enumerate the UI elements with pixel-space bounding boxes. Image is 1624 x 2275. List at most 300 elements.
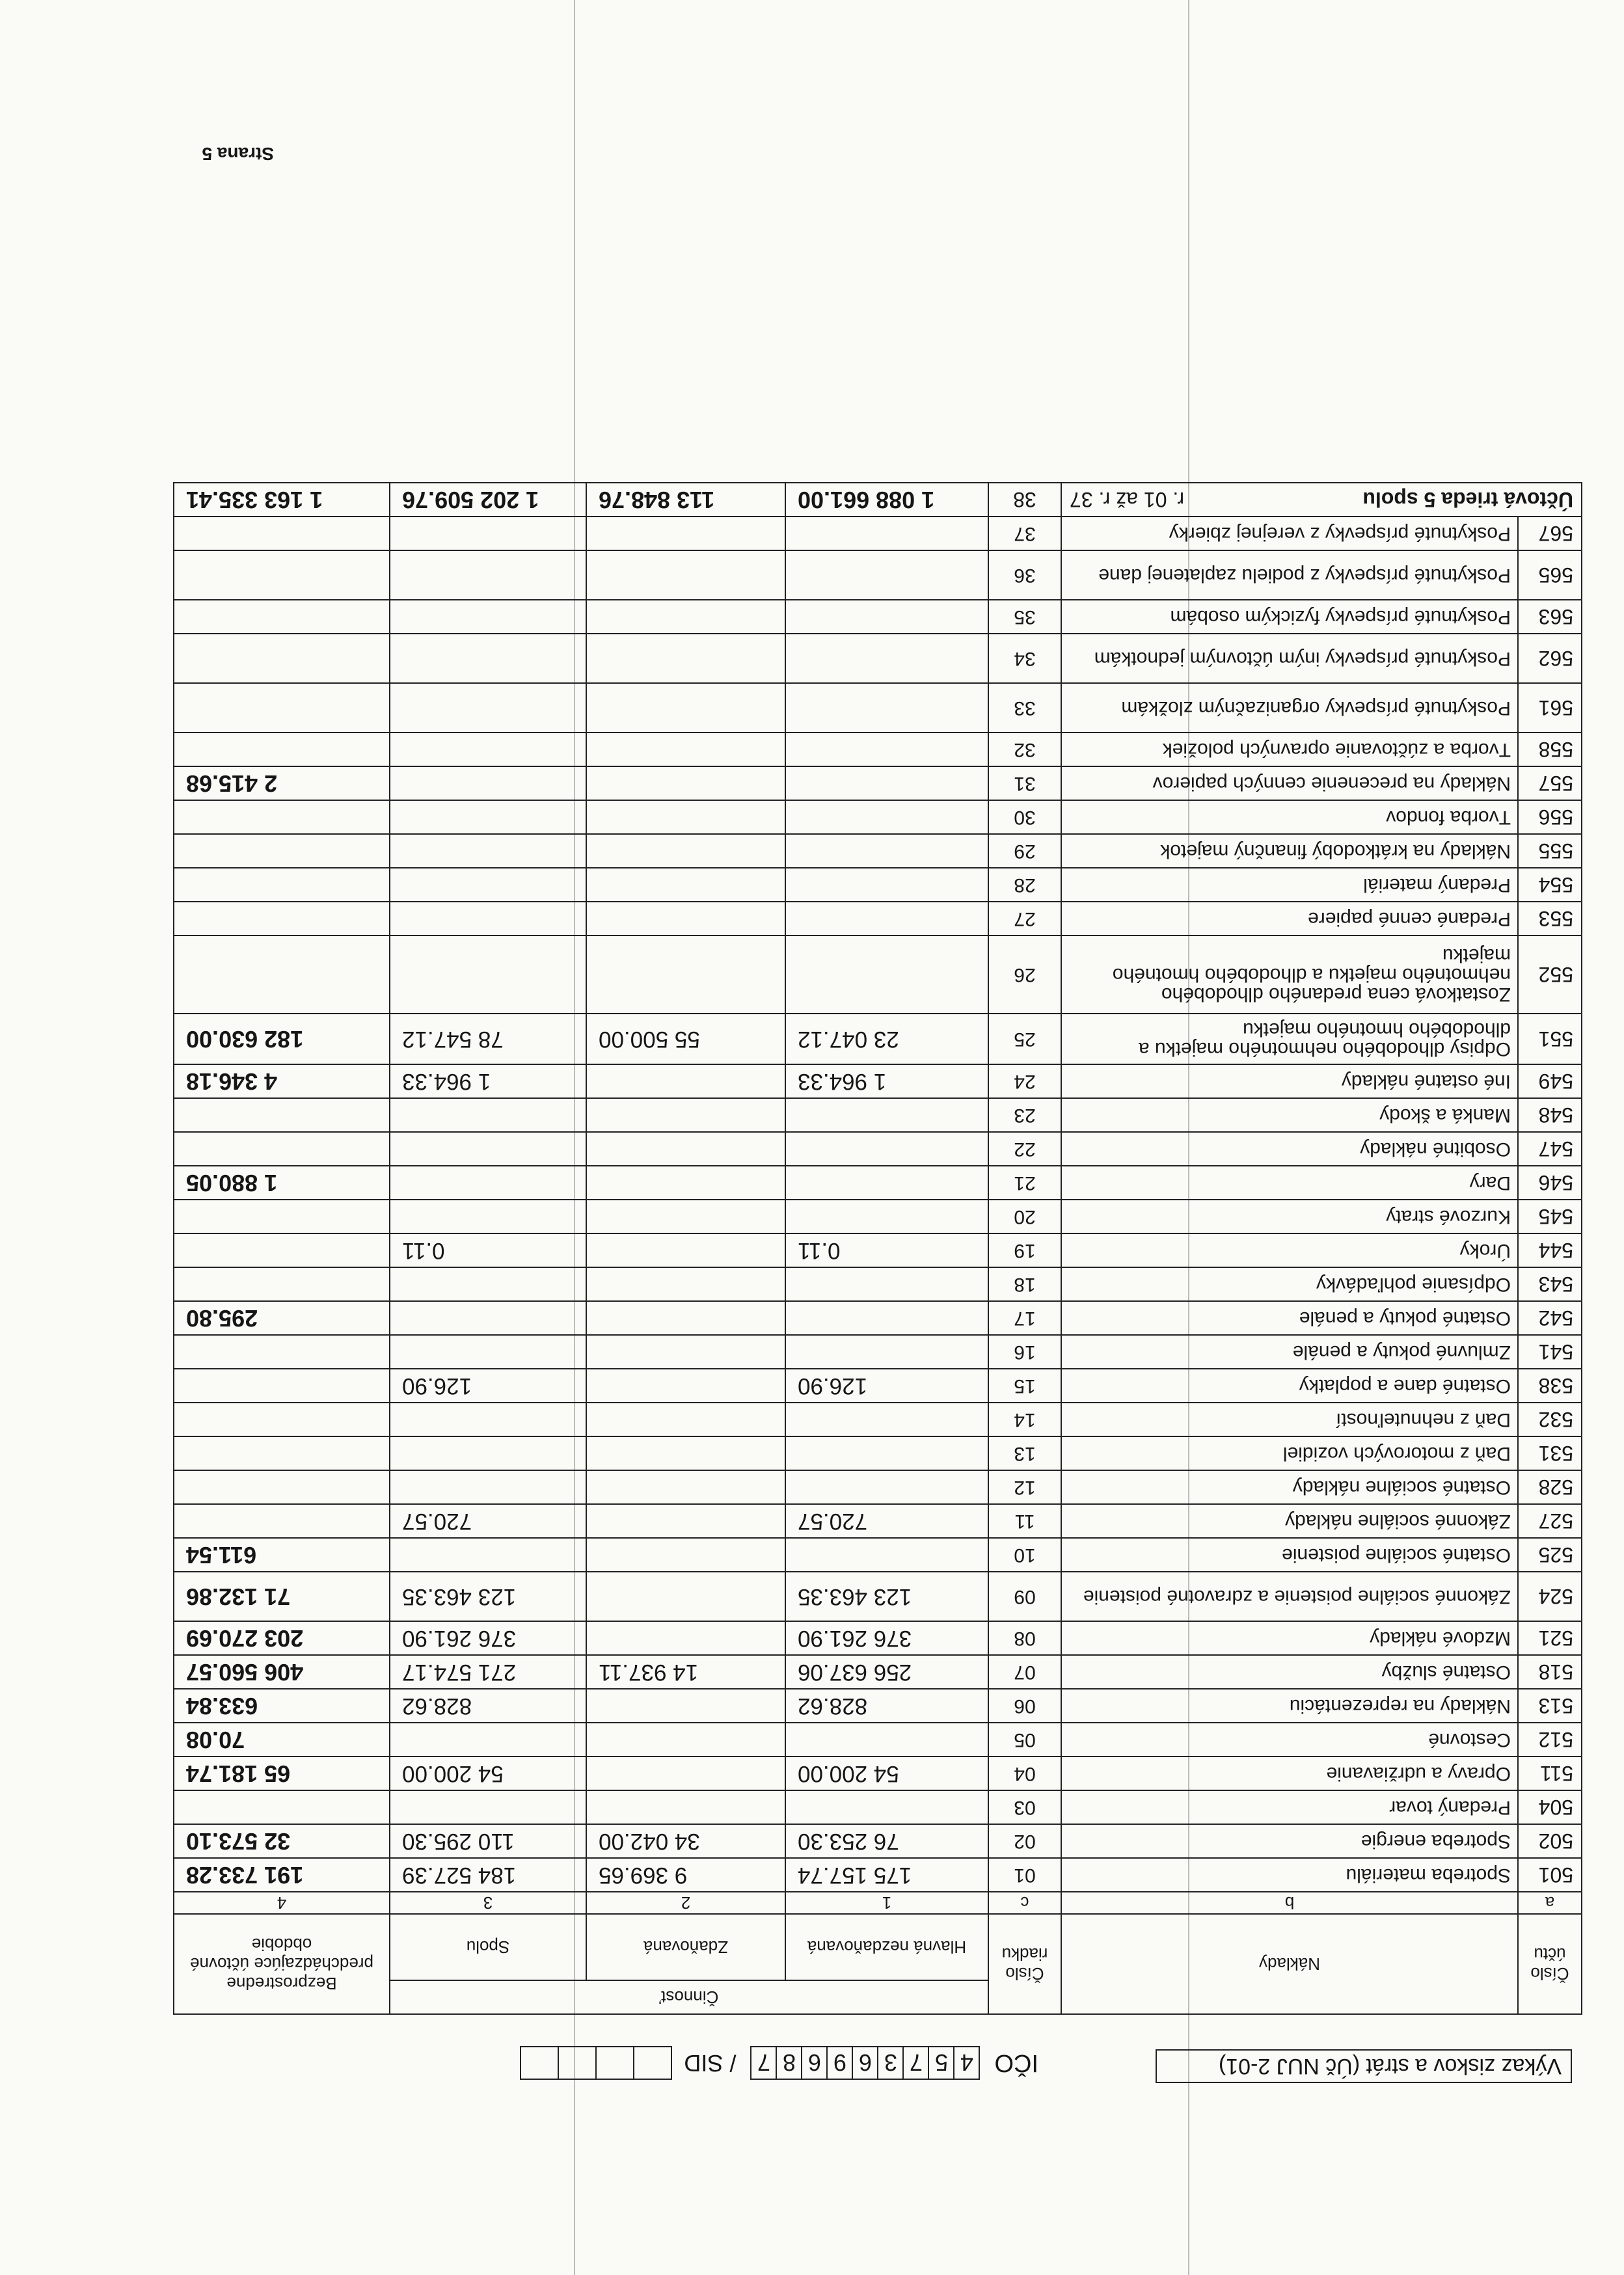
table-row — [174, 1757, 1582, 1790]
main-activity-value — [785, 1723, 988, 1757]
prior-period-value — [174, 902, 390, 936]
activity-total-value: 123 463.35 — [390, 1572, 586, 1621]
activity-total-value — [390, 1267, 586, 1301]
prior-period-value — [174, 1369, 390, 1403]
table-row — [174, 550, 1582, 600]
cost-name: Osobitné náklady — [1061, 1132, 1518, 1166]
ico-digit: 3 — [877, 2046, 904, 2080]
activity-total-value: 110 295.30 — [390, 1824, 586, 1858]
taxed-activity-value — [586, 1369, 785, 1403]
row-number: 07 — [988, 1655, 1061, 1689]
taxed-activity-value — [586, 1233, 785, 1267]
cost-name: Ostatné pokuty a penále — [1061, 1301, 1518, 1335]
prior-period-value: 182 630.00 — [174, 1014, 390, 1064]
main-activity-value: 23 047.12 — [785, 1014, 988, 1064]
main-activity-value — [785, 868, 988, 902]
prior-period-value: 295.80 — [174, 1301, 390, 1335]
taxed-activity-value — [586, 634, 785, 683]
taxed-activity-value — [586, 1470, 785, 1504]
row-number: 24 — [988, 1064, 1061, 1098]
sub-label-a: a — [1518, 1892, 1582, 1914]
activity-total-value — [390, 1132, 586, 1166]
activity-total-value: 271 574.17 — [390, 1655, 586, 1689]
account-number: 525 — [1518, 1538, 1582, 1572]
prior-period-value — [174, 733, 390, 766]
row-number: 11 — [988, 1504, 1061, 1538]
table-row — [174, 1403, 1582, 1436]
taxed-activity-value — [586, 1335, 785, 1369]
account-number: 527 — [1518, 1504, 1582, 1538]
activity-total-value — [390, 550, 586, 600]
account-number: 565 — [1518, 550, 1582, 600]
taxed-activity-value — [586, 1723, 785, 1757]
activity-total-value — [390, 733, 586, 766]
main-activity-value — [785, 634, 988, 683]
prior-period-value: 4 346.18 — [174, 1064, 390, 1098]
costs-table — [173, 482, 1582, 2015]
cost-name: Poskytnuté príspevky z verejnej zbierky — [1061, 517, 1518, 550]
total-row-main: 1 088 661.00 — [785, 483, 988, 517]
main-activity-value — [785, 550, 988, 600]
activity-total-value — [390, 868, 586, 902]
table-row — [174, 1655, 1582, 1689]
sid-label: / SID — [684, 2050, 737, 2077]
account-number: 546 — [1518, 1166, 1582, 1200]
account-number: 555 — [1518, 834, 1582, 868]
activity-total-value — [390, 902, 586, 936]
row-number: 01 — [988, 1858, 1061, 1892]
ico-digit: 6 — [801, 2046, 828, 2080]
activity-total-value: 828.62 — [390, 1689, 586, 1723]
account-number: 551 — [1518, 1014, 1582, 1064]
table-row — [174, 1301, 1582, 1335]
activity-total-value: 720.57 — [390, 1504, 586, 1538]
activity-total-value: 376 261.90 — [390, 1621, 586, 1655]
account-number: 554 — [1518, 868, 1582, 902]
account-number: 556 — [1518, 800, 1582, 834]
cost-name: Ostatné sociálne poistenie — [1061, 1538, 1518, 1572]
main-activity-value — [785, 1470, 988, 1504]
prior-period-value: 203 270.69 — [174, 1621, 390, 1655]
col-activity-header: Činnosť — [390, 1980, 988, 2014]
sub-label-3: 3 — [390, 1892, 586, 1914]
cost-name: Ostatné služby — [1061, 1655, 1518, 1689]
cost-name: Zostatková cena predaného dlhodobého nehmotného majetku a dlhodobého hmotného majetku — [1061, 936, 1518, 1014]
account-number: 518 — [1518, 1655, 1582, 1689]
prior-period-value — [174, 1132, 390, 1166]
sid-box — [558, 2046, 597, 2080]
account-number: 538 — [1518, 1369, 1582, 1403]
prior-period-value: 633.84 — [174, 1689, 390, 1723]
cost-name: Poskytnuté príspevky fyzickým osobám — [1061, 600, 1518, 634]
cost-name: Náklady na reprezentáciu — [1061, 1689, 1518, 1723]
taxed-activity-value — [586, 1572, 785, 1621]
cost-name: Zákonné sociálne náklady — [1061, 1504, 1518, 1538]
activity-total-value: 126.90 — [390, 1369, 586, 1403]
activity-total-value — [390, 1790, 586, 1824]
table-row — [174, 1621, 1582, 1655]
prior-period-value — [174, 1504, 390, 1538]
main-activity-value: 123 463.35 — [785, 1572, 988, 1621]
prior-period-value — [174, 1200, 390, 1233]
prior-period-value — [174, 1267, 390, 1301]
table-row — [174, 1064, 1582, 1098]
row-number: 37 — [988, 517, 1061, 550]
table-row — [174, 1436, 1582, 1470]
main-activity-value — [785, 1538, 988, 1572]
prior-period-value: 2 415.68 — [174, 766, 390, 800]
table-row — [174, 683, 1582, 733]
main-activity-value — [785, 766, 988, 800]
ico-digit: 8 — [776, 2046, 802, 2080]
cost-name: Cestovné — [1061, 1723, 1518, 1757]
account-number: 547 — [1518, 1132, 1582, 1166]
account-number: 531 — [1518, 1436, 1582, 1470]
cost-name: Poskytnuté príspevky iným účtovným jednotkám — [1061, 634, 1518, 683]
row-number: 35 — [988, 600, 1061, 634]
activity-total-value — [390, 1166, 586, 1200]
main-activity-value — [785, 517, 988, 550]
account-number: 521 — [1518, 1621, 1582, 1655]
taxed-activity-value — [586, 1200, 785, 1233]
taxed-activity-value — [586, 1436, 785, 1470]
activity-total-value — [390, 1098, 586, 1132]
activity-total-value — [390, 1723, 586, 1757]
row-number: 09 — [988, 1572, 1061, 1621]
prior-period-value — [174, 1335, 390, 1369]
sid-box — [633, 2046, 672, 2080]
table-row — [174, 1858, 1582, 1892]
account-number: 557 — [1518, 766, 1582, 800]
account-number: 561 — [1518, 683, 1582, 733]
taxed-activity-value — [586, 1166, 785, 1200]
main-activity-value — [785, 600, 988, 634]
main-activity-value — [785, 834, 988, 868]
account-number: 549 — [1518, 1064, 1582, 1098]
prior-period-value — [174, 1470, 390, 1504]
cost-name: Daň z motorových vozidiel — [1061, 1436, 1518, 1470]
main-activity-value — [785, 1335, 988, 1369]
total-row-label-cell — [1061, 483, 1582, 517]
activity-total-value — [390, 600, 586, 634]
taxed-activity-value — [586, 1621, 785, 1655]
main-activity-value — [785, 1200, 988, 1233]
row-number: 22 — [988, 1132, 1061, 1166]
col-prior-period-header: Bezprostredne predchádzajúce účtovné obdobie — [174, 1914, 390, 2014]
row-number: 08 — [988, 1621, 1061, 1655]
table-row — [174, 733, 1582, 766]
row-number: 26 — [988, 936, 1061, 1014]
main-activity-value — [785, 1166, 988, 1200]
table-row — [174, 1014, 1582, 1064]
activity-total-value: 0.11 — [390, 1233, 586, 1267]
row-number: 32 — [988, 733, 1061, 766]
row-number: 06 — [988, 1689, 1061, 1723]
table-row — [174, 1470, 1582, 1504]
taxed-activity-value — [586, 1504, 785, 1538]
prior-period-value: 406 560.57 — [174, 1655, 390, 1689]
account-number: 567 — [1518, 517, 1582, 550]
account-number: 501 — [1518, 1858, 1582, 1892]
row-number: 36 — [988, 550, 1061, 600]
table-row — [174, 1723, 1582, 1757]
total-row-prior: 1 163 335.41 — [174, 483, 390, 517]
table-row — [174, 1335, 1582, 1369]
activity-total-value — [390, 1200, 586, 1233]
col-row-number-header: Číslo riadku — [988, 1914, 1061, 2014]
total-row — [174, 483, 1582, 517]
table-row — [174, 1538, 1582, 1572]
taxed-activity-value — [586, 1064, 785, 1098]
table-row — [174, 517, 1582, 550]
ico-digit: 6 — [852, 2046, 878, 2080]
taxed-activity-value — [586, 733, 785, 766]
prior-period-value: 611.54 — [174, 1538, 390, 1572]
costs-table-body — [174, 517, 1582, 1892]
prior-period-value — [174, 800, 390, 834]
account-number: 541 — [1518, 1335, 1582, 1369]
main-activity-value: 256 637.06 — [785, 1655, 988, 1689]
table-row — [174, 1572, 1582, 1621]
taxed-activity-value — [586, 1790, 785, 1824]
cost-name: Predané cenné papiere — [1061, 902, 1518, 936]
row-number: 25 — [988, 1014, 1061, 1064]
account-number: 512 — [1518, 1723, 1582, 1757]
report-title: Výkaz ziskov a strát (Úč NUJ 2-01) — [1156, 2049, 1572, 2083]
row-number: 28 — [988, 868, 1061, 902]
activity-total-value — [390, 936, 586, 1014]
taxed-activity-value — [586, 1267, 785, 1301]
ico-digit: 7 — [902, 2046, 929, 2080]
total-row-number: 38 — [988, 483, 1061, 517]
cost-name: Spotreba energie — [1061, 1824, 1518, 1858]
taxed-activity-value: 9 369.65 — [586, 1858, 785, 1892]
taxed-activity-value — [586, 902, 785, 936]
table-row — [174, 1233, 1582, 1267]
activity-total-value: 1 964.33 — [390, 1064, 586, 1098]
row-number: 29 — [988, 834, 1061, 868]
taxed-activity-value — [586, 1689, 785, 1723]
col-taxed-header: Zdaňovaná — [586, 1914, 785, 1980]
taxed-activity-value — [586, 766, 785, 800]
main-activity-value: 376 261.90 — [785, 1621, 988, 1655]
table-row — [174, 834, 1582, 868]
taxed-activity-value — [586, 1403, 785, 1436]
page-number: Strana 5 — [202, 144, 274, 164]
cost-name: Spotreba materiálu — [1061, 1858, 1518, 1892]
activity-total-value — [390, 800, 586, 834]
cost-name: Náklady na precenenie cenných papierov — [1061, 766, 1518, 800]
total-row-total: 1 202 509.76 — [390, 483, 586, 517]
taxed-activity-value — [586, 550, 785, 600]
row-number: 02 — [988, 1824, 1061, 1858]
table-row — [174, 1098, 1582, 1132]
prior-period-value — [174, 834, 390, 868]
main-activity-value: 1 964.33 — [785, 1064, 988, 1098]
table-row — [174, 1689, 1582, 1723]
cost-name: Náklady na krátkodobý finančný majetok — [1061, 834, 1518, 868]
row-number: 21 — [988, 1166, 1061, 1200]
row-number: 12 — [988, 1470, 1061, 1504]
row-number: 20 — [988, 1200, 1061, 1233]
account-number: 524 — [1518, 1572, 1582, 1621]
prior-period-value: 32 573.10 — [174, 1824, 390, 1858]
row-number: 31 — [988, 766, 1061, 800]
row-number: 33 — [988, 683, 1061, 733]
col-total-header: Spolu — [390, 1914, 586, 1980]
row-number: 18 — [988, 1267, 1061, 1301]
col-main-header: Hlavná nezdaňovaná — [785, 1914, 988, 1980]
sid-box — [595, 2046, 634, 2080]
activity-total-value — [390, 1301, 586, 1335]
table-row — [174, 800, 1582, 834]
cost-name: Tvorba fondov — [1061, 800, 1518, 834]
cost-name: Predaný materiál — [1061, 868, 1518, 902]
prior-period-value: 1 880.05 — [174, 1166, 390, 1200]
main-activity-value — [785, 1267, 988, 1301]
prior-period-value — [174, 1436, 390, 1470]
sub-label-b: b — [1061, 1892, 1518, 1914]
account-number: 532 — [1518, 1403, 1582, 1436]
cost-name: Zmluvné pokuty a penále — [1061, 1335, 1518, 1369]
activity-total-value — [390, 834, 586, 868]
account-number: 548 — [1518, 1098, 1582, 1132]
total-row-label: Účtová trieda 5 spolu — [1362, 488, 1573, 512]
main-activity-value — [785, 683, 988, 733]
row-number: 04 — [988, 1757, 1061, 1790]
main-activity-value: 0.11 — [785, 1233, 988, 1267]
col-account-header: Číslo účtu — [1518, 1914, 1582, 2014]
cost-name: Dary — [1061, 1166, 1518, 1200]
main-activity-value: 175 157.74 — [785, 1858, 988, 1892]
activity-total-value — [390, 683, 586, 733]
prior-period-value: 71 132.86 — [174, 1572, 390, 1621]
table-row — [174, 902, 1582, 936]
ico-digit: 7 — [750, 2046, 777, 2080]
activity-total-value: 78 547.12 — [390, 1014, 586, 1064]
table-row — [174, 1504, 1582, 1538]
activity-total-value — [390, 517, 586, 550]
table-row — [174, 1267, 1582, 1301]
main-activity-value — [785, 1098, 988, 1132]
taxed-activity-value — [586, 936, 785, 1014]
main-activity-value — [785, 733, 988, 766]
taxed-activity-value — [586, 683, 785, 733]
col-costs-header: Náklady — [1061, 1914, 1518, 2014]
prior-period-value — [174, 1098, 390, 1132]
ico-digit: 4 — [953, 2046, 980, 2080]
account-number: 511 — [1518, 1757, 1582, 1790]
row-number: 05 — [988, 1723, 1061, 1757]
ico-label: IČO — [994, 2049, 1038, 2077]
taxed-activity-value — [586, 1132, 785, 1166]
cost-name: Mzdové náklady — [1061, 1621, 1518, 1655]
sub-label-2: 2 — [586, 1892, 785, 1914]
main-activity-value — [785, 800, 988, 834]
sub-label-c: c — [988, 1892, 1061, 1914]
taxed-activity-value — [586, 1757, 785, 1790]
cost-name: Poskytnuté príspevky z podielu zaplatenej dane — [1061, 550, 1518, 600]
row-number: 23 — [988, 1098, 1061, 1132]
row-number: 19 — [988, 1233, 1061, 1267]
table-row — [174, 1132, 1582, 1166]
main-activity-value — [785, 1403, 988, 1436]
row-number: 14 — [988, 1403, 1061, 1436]
cost-name: Iné ostatné náklady — [1061, 1064, 1518, 1098]
main-activity-value: 54 200.00 — [785, 1757, 988, 1790]
table-row — [174, 1200, 1582, 1233]
taxed-activity-value — [586, 1538, 785, 1572]
table-row — [174, 1369, 1582, 1403]
prior-period-value — [174, 634, 390, 683]
ico-digit: 9 — [826, 2046, 853, 2080]
cost-name: Ostatné sociálne náklady — [1061, 1470, 1518, 1504]
prior-period-value: 65 181.74 — [174, 1757, 390, 1790]
account-number: 504 — [1518, 1790, 1582, 1824]
table-row — [174, 1166, 1582, 1200]
row-number: 30 — [988, 800, 1061, 834]
activity-total-value: 184 527.39 — [390, 1858, 586, 1892]
table-row — [174, 1824, 1582, 1858]
prior-period-value: 70.08 — [174, 1723, 390, 1757]
prior-period-value — [174, 683, 390, 733]
taxed-activity-value — [586, 1098, 785, 1132]
row-number: 27 — [988, 902, 1061, 936]
account-number: 528 — [1518, 1470, 1582, 1504]
prior-period-value — [174, 517, 390, 550]
prior-period-value — [174, 1233, 390, 1267]
prior-period-value: 191 733.28 — [174, 1858, 390, 1892]
table-row — [174, 766, 1582, 800]
cost-name: Úroky — [1061, 1233, 1518, 1267]
account-number: 558 — [1518, 733, 1582, 766]
ico-digit: 5 — [928, 2046, 954, 2080]
row-number: 16 — [988, 1335, 1061, 1369]
taxed-activity-value — [586, 834, 785, 868]
main-activity-value — [785, 936, 988, 1014]
taxed-activity-value — [586, 517, 785, 550]
main-activity-value — [785, 1132, 988, 1166]
cost-name: Odpísanie pohľadávky — [1061, 1267, 1518, 1301]
total-row-taxed: 113 848.76 — [586, 483, 785, 517]
prior-period-value — [174, 868, 390, 902]
main-activity-value — [785, 902, 988, 936]
main-activity-value: 126.90 — [785, 1369, 988, 1403]
table-row — [174, 1790, 1582, 1824]
cost-name: Predaný tovar — [1061, 1790, 1518, 1824]
main-activity-value — [785, 1790, 988, 1824]
activity-total-value: 54 200.00 — [390, 1757, 586, 1790]
main-activity-value: 76 253.30 — [785, 1824, 988, 1858]
prior-period-value — [174, 1790, 390, 1824]
account-number: 545 — [1518, 1200, 1582, 1233]
row-number: 03 — [988, 1790, 1061, 1824]
taxed-activity-value — [586, 600, 785, 634]
ico-sid-block — [520, 2046, 1038, 2080]
cost-name: Ostatné dane a poplatky — [1061, 1369, 1518, 1403]
cost-name: Odpisy dlhodobého nehmotného majetku a dlhodobého hmotného majetku — [1061, 1014, 1518, 1064]
total-row-range: r. 01 až r. 37 — [1070, 488, 1185, 512]
account-number: 552 — [1518, 936, 1582, 1014]
prior-period-value — [174, 936, 390, 1014]
row-number: 13 — [988, 1436, 1061, 1470]
row-number: 34 — [988, 634, 1061, 683]
table-row — [174, 868, 1582, 902]
row-number: 17 — [988, 1301, 1061, 1335]
table-row — [174, 600, 1582, 634]
account-number: 562 — [1518, 634, 1582, 683]
taxed-activity-value: 55 500.00 — [586, 1014, 785, 1064]
